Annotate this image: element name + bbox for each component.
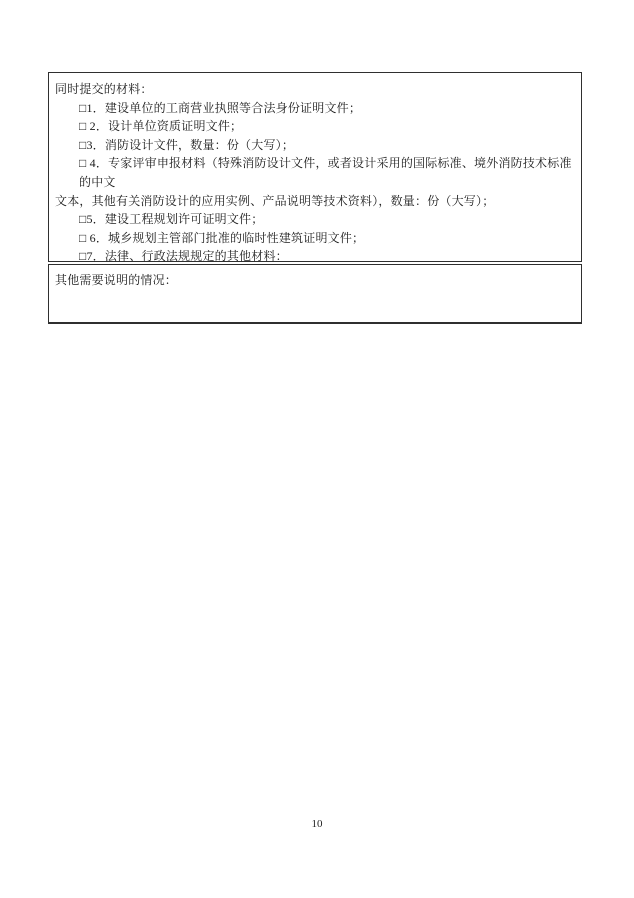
materials-section bbox=[48, 72, 582, 262]
material-item-4 bbox=[55, 154, 575, 191]
checkbox-icon[interactable]: □ bbox=[79, 156, 87, 171]
checkbox-icon[interactable]: □ bbox=[79, 119, 87, 134]
material-item-5 bbox=[55, 210, 575, 229]
other-notes-section bbox=[48, 264, 582, 324]
material-item-label: 2．设计单位资质证明文件； bbox=[86, 119, 243, 134]
material-item-label: 6．城乡规划主管部门批准的临时性建筑证明文件； bbox=[86, 230, 365, 245]
material-item-label: 1．建设单位的工商营业执照等合法身份证明文件； bbox=[86, 100, 362, 115]
checkbox-icon[interactable]: □ bbox=[79, 137, 87, 152]
checkbox-icon[interactable]: □ bbox=[79, 100, 87, 115]
material-item-label: 5．建设工程规划许可证明文件； bbox=[86, 212, 264, 227]
material-item-1 bbox=[55, 99, 575, 118]
material-item-2 bbox=[55, 117, 575, 136]
material-item-label: 4．专家评审申报材料（特殊消防设计文件，或者设计采用的国际标准、境外消防技术标准的中文 bbox=[79, 156, 572, 189]
material-item-label: 3．消防设计文件，数量：份（大写）； bbox=[86, 137, 295, 152]
checkbox-icon[interactable]: □ bbox=[79, 230, 87, 245]
material-item-4-continued bbox=[55, 192, 575, 211]
other-notes-title: 其他需要说明的情况： bbox=[55, 273, 178, 287]
material-item-6 bbox=[55, 229, 575, 248]
checkbox-icon[interactable]: □ bbox=[79, 212, 87, 227]
material-item-label: 文本，其他有关消防设计的应用实例、产品说明等技术资料），数量：份（大写）； bbox=[55, 193, 495, 208]
checkbox-icon[interactable]: □ bbox=[79, 249, 87, 264]
page-number: 10 bbox=[311, 818, 323, 830]
material-item-3 bbox=[55, 136, 575, 155]
materials-section-title: 同时提交的材料： bbox=[55, 82, 153, 96]
material-item-label: 7．法律、行政法规规定的其他材料： bbox=[86, 249, 288, 264]
form-content bbox=[48, 72, 582, 324]
